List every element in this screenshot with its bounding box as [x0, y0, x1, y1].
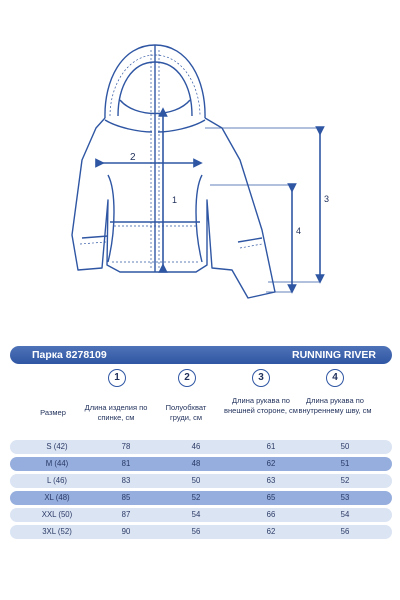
cell-inner-sleeve: 52 — [340, 476, 350, 485]
column-number-3: 3 — [252, 369, 270, 387]
column-header-chest: Полуобхват груди, см — [165, 403, 207, 422]
table-row — [10, 525, 392, 539]
cell-size: XXL (50) — [41, 510, 73, 519]
cell-length: 85 — [121, 493, 131, 502]
cell-size: L (46) — [46, 476, 68, 485]
cell-outer-sleeve: 66 — [266, 510, 276, 519]
table-row — [10, 491, 392, 505]
cell-size: 3XL (52) — [42, 527, 72, 536]
measure-1-label: 1 — [172, 195, 178, 205]
cell-outer-sleeve: 62 — [266, 459, 276, 468]
cell-length: 83 — [121, 476, 131, 485]
column-header-size: Размер — [40, 408, 66, 417]
cell-outer-sleeve: 62 — [266, 527, 276, 536]
cell-size: XL (48) — [44, 493, 70, 502]
table-row — [10, 440, 392, 454]
cell-outer-sleeve: 63 — [266, 476, 276, 485]
cell-outer-sleeve: 61 — [266, 442, 276, 451]
table-row — [10, 508, 392, 522]
cell-inner-sleeve: 50 — [340, 442, 350, 451]
column-header-inner-sleeve: Длина рукава по внутреннему шву, см — [298, 396, 372, 415]
table-row — [10, 474, 392, 488]
cell-outer-sleeve: 65 — [266, 493, 276, 502]
measure-2-label: 2 — [130, 152, 136, 163]
cell-size: S (42) — [46, 442, 68, 451]
cell-chest: 48 — [191, 459, 201, 468]
jacket-outline — [72, 45, 275, 298]
cell-chest: 52 — [191, 493, 201, 502]
brand-name: RUNNING RIVER — [291, 349, 376, 361]
table-row — [10, 457, 392, 471]
cell-chest: 50 — [191, 476, 201, 485]
column-number-2: 2 — [178, 369, 196, 387]
cell-chest: 56 — [191, 527, 201, 536]
measure-4-label: 4 — [296, 226, 302, 236]
cell-length: 78 — [121, 442, 131, 451]
product-name: Парка 8278109 — [32, 349, 107, 361]
cell-inner-sleeve: 54 — [340, 510, 350, 519]
cell-inner-sleeve: 56 — [340, 527, 350, 536]
size-table-title-bar — [10, 346, 392, 364]
column-number-1: 1 — [108, 369, 126, 387]
cell-chest: 54 — [191, 510, 201, 519]
cell-length: 81 — [121, 459, 131, 468]
cell-inner-sleeve: 53 — [340, 493, 350, 502]
column-header-outer-sleeve: Длина рукава по внешней стороне, см — [224, 396, 298, 415]
cell-size: M (44) — [45, 459, 69, 468]
column-number-4: 4 — [326, 369, 344, 387]
cell-inner-sleeve: 51 — [340, 459, 350, 468]
cell-length: 87 — [121, 510, 131, 519]
measure-3-label: 3 — [324, 194, 330, 204]
cell-length: 90 — [121, 527, 131, 536]
cell-chest: 46 — [191, 442, 201, 451]
column-header-length: Длина изделия по спинке, см — [84, 403, 148, 422]
